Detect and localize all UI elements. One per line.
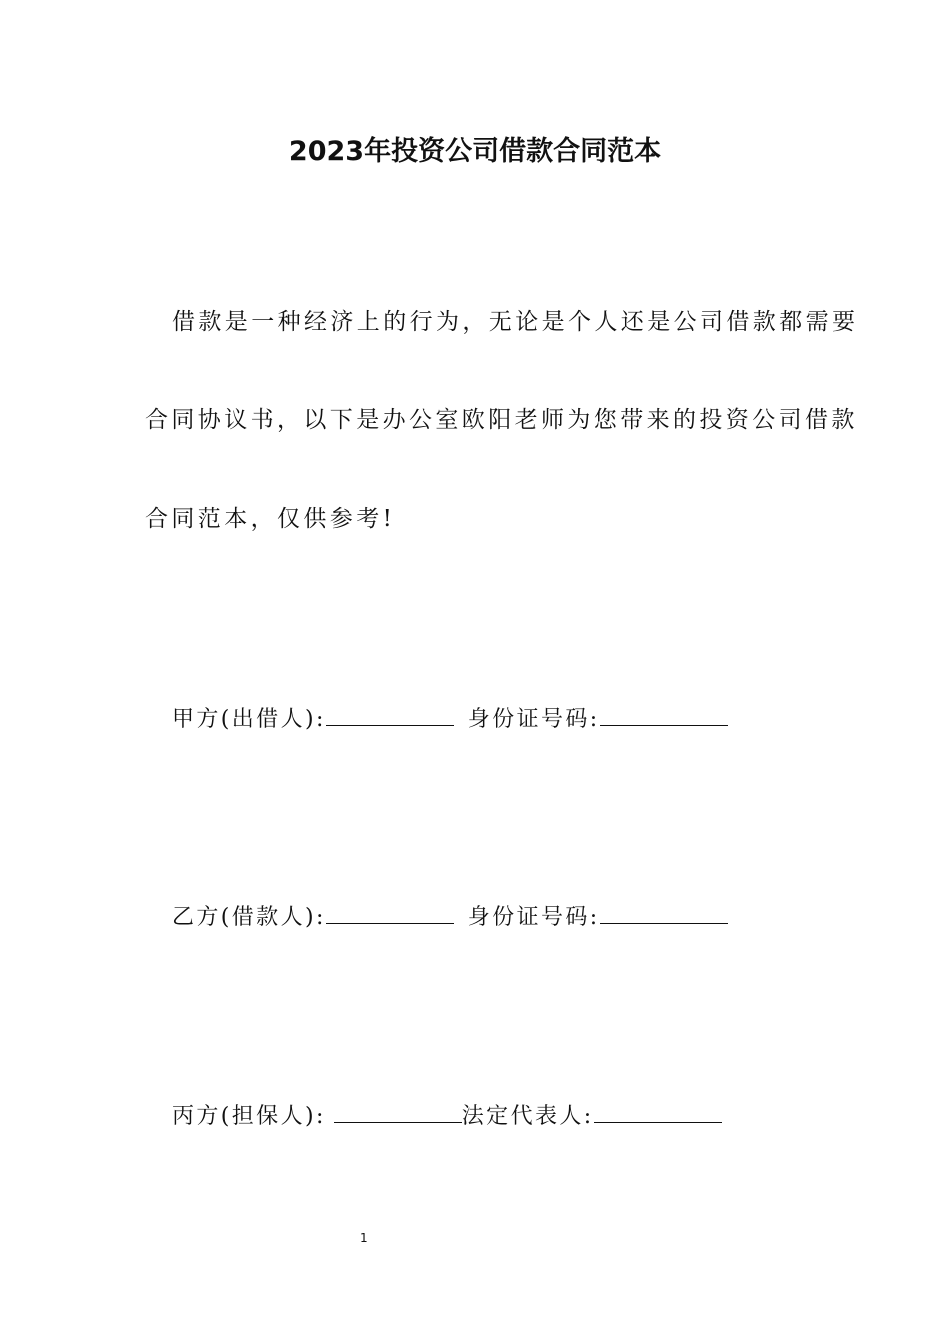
intro-line-1: 借款是一种经济上的行为，无论是个人还是公司借款都需要	[172, 309, 859, 335]
party-b-id-blank	[600, 901, 728, 924]
party-b-id-label: 身份证号码:	[467, 905, 600, 930]
party-a-id-blank	[600, 703, 728, 726]
party-b-name-blank	[326, 901, 454, 924]
intro-line-3: 合同范本，仅供参考!	[145, 506, 396, 532]
page-number: 1	[360, 1231, 368, 1245]
intro-line-2: 合同协议书，以下是办公室欧阳老师为您带来的投资公司借款	[145, 407, 858, 433]
party-a-label: 甲方(出借人):	[172, 707, 326, 732]
document-title: 2023年投资公司借款合同范本	[288, 136, 662, 167]
party-c-rep-blank	[594, 1100, 722, 1123]
party-a-name-blank	[326, 703, 454, 726]
party-c-label: 丙方(担保人):	[172, 1104, 326, 1129]
party-b-row	[172, 901, 728, 934]
party-c-rep-label: 法定代表人:	[461, 1104, 594, 1129]
party-a-row	[172, 703, 728, 736]
party-c-name-blank	[334, 1100, 462, 1123]
party-b-label: 乙方(借款人):	[172, 905, 326, 930]
party-c-row	[172, 1100, 722, 1133]
party-a-id-label: 身份证号码:	[467, 707, 600, 732]
